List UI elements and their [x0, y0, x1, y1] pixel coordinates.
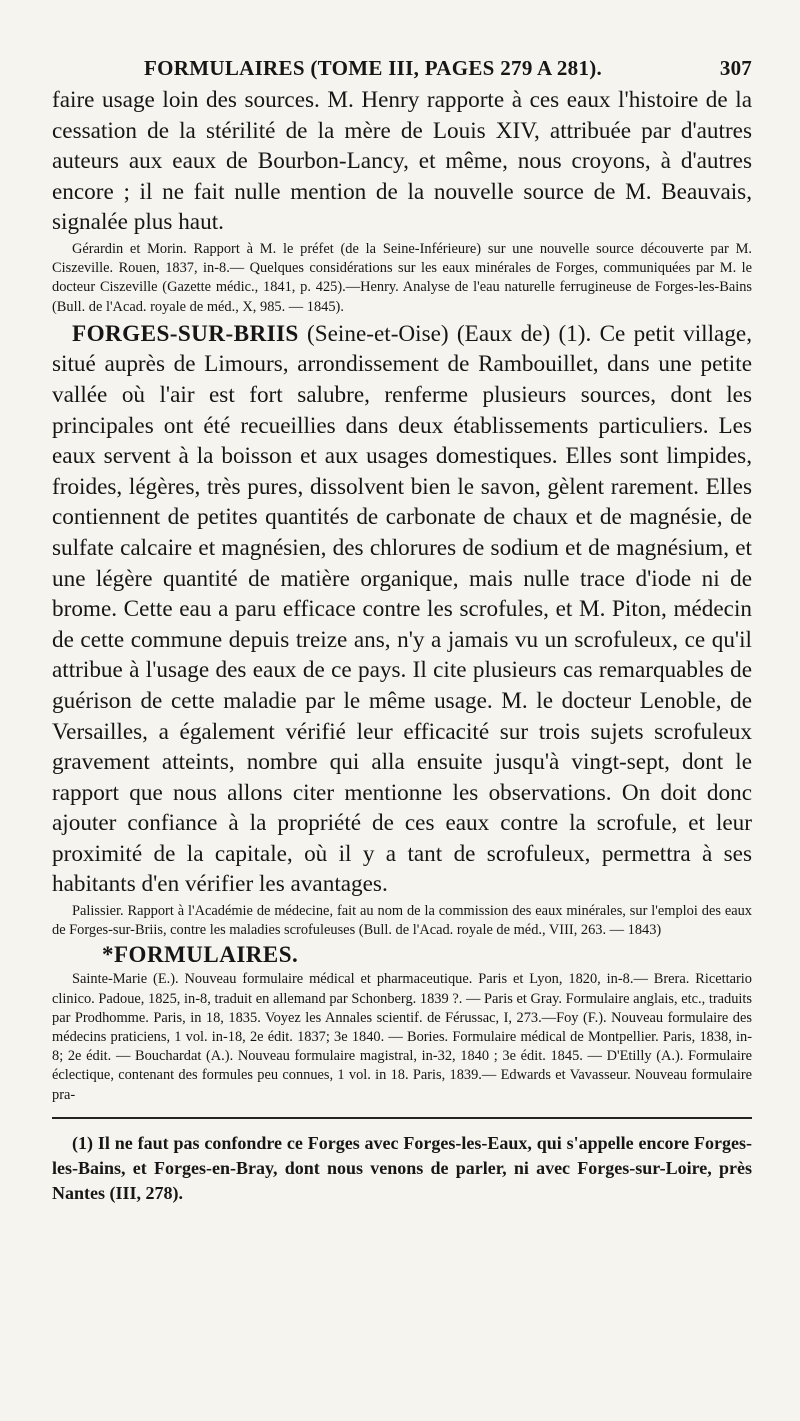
page-number: 307 [719, 56, 752, 80]
entry-heading: FORGES-SUR-BRIIS [72, 320, 299, 347]
footnote-divider [52, 1117, 752, 1119]
bibliography-note-formulaires: Sainte-Marie (E.). Nouveau formulaire médical et pharmaceutique. Paris et Lyon, 1820, in-8.— Brera. Ricettario clinico. Padoue, 1825, in-8, traduit en allemand par Schonberg. 1839 ?. — Paris et Gray. Formulaire anglais, etc., traduits par Prodhomme. Paris, in 18, 1835. Voyez les Annales scientif. de Férussac, I, 273.—Foy (F.). Nouveau formulaire des médecins praticiens, 1 vol. in-18, 2e édit. 1837; 3e 1840. — Bories. Formulaire médical de Montpellier. Paris, 1838, in-8; 2e édit. — Bouchardat (A.). Nouveau formulaire magistral, in-32, 1840 ; 3e édit. 1845. — D'Etilly (A.). Formulaire éclectique, contenant des formules peu connues, 1 vol. in 18. Paris, 1839.— Edwards et Vavasseur. Nouveau formulaire pra- [52, 971, 752, 1103]
running-title: FORMULAIRES (TOME III, PAGES 279 A 281). [144, 56, 603, 80]
section-title-formulaires: *FORMULAIRES. [102, 942, 299, 968]
paragraph-continuation: faire usage loin des sources. M. Henry rapporte à ces eaux l'histoire de la cessation de la stérilité de la mère de Louis XIV, attribuée par d'autres auteurs aux eaux de Bourbon-Lancy, et même, nous croyons, à d'autres encore ; il ne fait nulle mention de la nouvelle source de M. Beauvais, signalée plus haut. [52, 87, 752, 236]
entry-forges-sur-briis [52, 319, 752, 900]
running-head [144, 56, 752, 81]
entry-text: (Seine-et-Oise) (Eaux de) (1). Ce petit village, situé auprès de Limours, arrondissement de Rambouillet, dans une petite vallée où l'air est fort salubre, renferme plusieurs sources, dont les principales ont été recueillies dans deux établissements particuliers. Les eaux servent à la boisson et aux usages domestiques. Elles sont limpides, froides, légères, très pures, dissolvent bien le savon, gèlent rarement. Elles contiennent de petites quantités de carbonate de chaux et de magnésie, de sulfate calcaire et magnésien, des chlorures de sodium et de magnésium, et une légère quantité de matière organique, mais nulle trace d'iode ni de brome. Cette eau a paru efficace contre les scrofules, et M. Piton, médecin de cette commune depuis treize ans, n'y a jamais vu un scrofuleux, ce qu'il attribue à l'usage des eaux de ce pays. Il cite plusieurs cas remarquables de guérison de cette maladie par le même usage. M. le docteur Lenoble, de Versailles, a également vérifié leur efficacité sur trois sujets scrofuleux gravement atteints, nombre qui alla ensuite jusqu'à vingt-sept, dont le rapport que nous allons citer mentionne les observations. On doit donc ajouter confiance à la propriété de ces eaux contre la scrofule, et leur proximité de la capitale, où il y a tant de scrofuleux, permettra à ses habitants d'en vérifier les avantages. [52, 320, 752, 898]
bibliography-note-forges: Gérardin et Morin. Rapport à M. le préfet (de la Seine-Inférieure) sur une nouvelle source découverte par M. Ciszeville. Rouen, 1837, in-8.— Quelques considérations sur les eaux minérales de Forges, communiquées par M. le docteur Ciszeville (Gazette médic., 1841, p. 425).—Henry. Analyse de l'eau naturelle ferrugineuse de Forges-les-Bains (Bull. de l'Acad. royale de méd., X, 985. — 1845). [52, 240, 752, 315]
footnote: (1) Il ne faut pas confondre ce Forges avec Forges-les-Eaux, qui s'appelle encore Forges-les-Bains, et Forges-en-Bray, dont nous venons de parler, ni avec Forges-sur-Loire, près Nantes (III, 278). [52, 1132, 752, 1203]
bibliography-note-palissier: Palissier. Rapport à l'Académie de médecine, fait au nom de la commission des eaux minérales, sur l'emploi des eaux de Forges-sur-Briis, contre les maladies scrofuleuses (Bull. de l'Acad. royale de méd., VIII, 263. — 1843) [52, 903, 752, 939]
